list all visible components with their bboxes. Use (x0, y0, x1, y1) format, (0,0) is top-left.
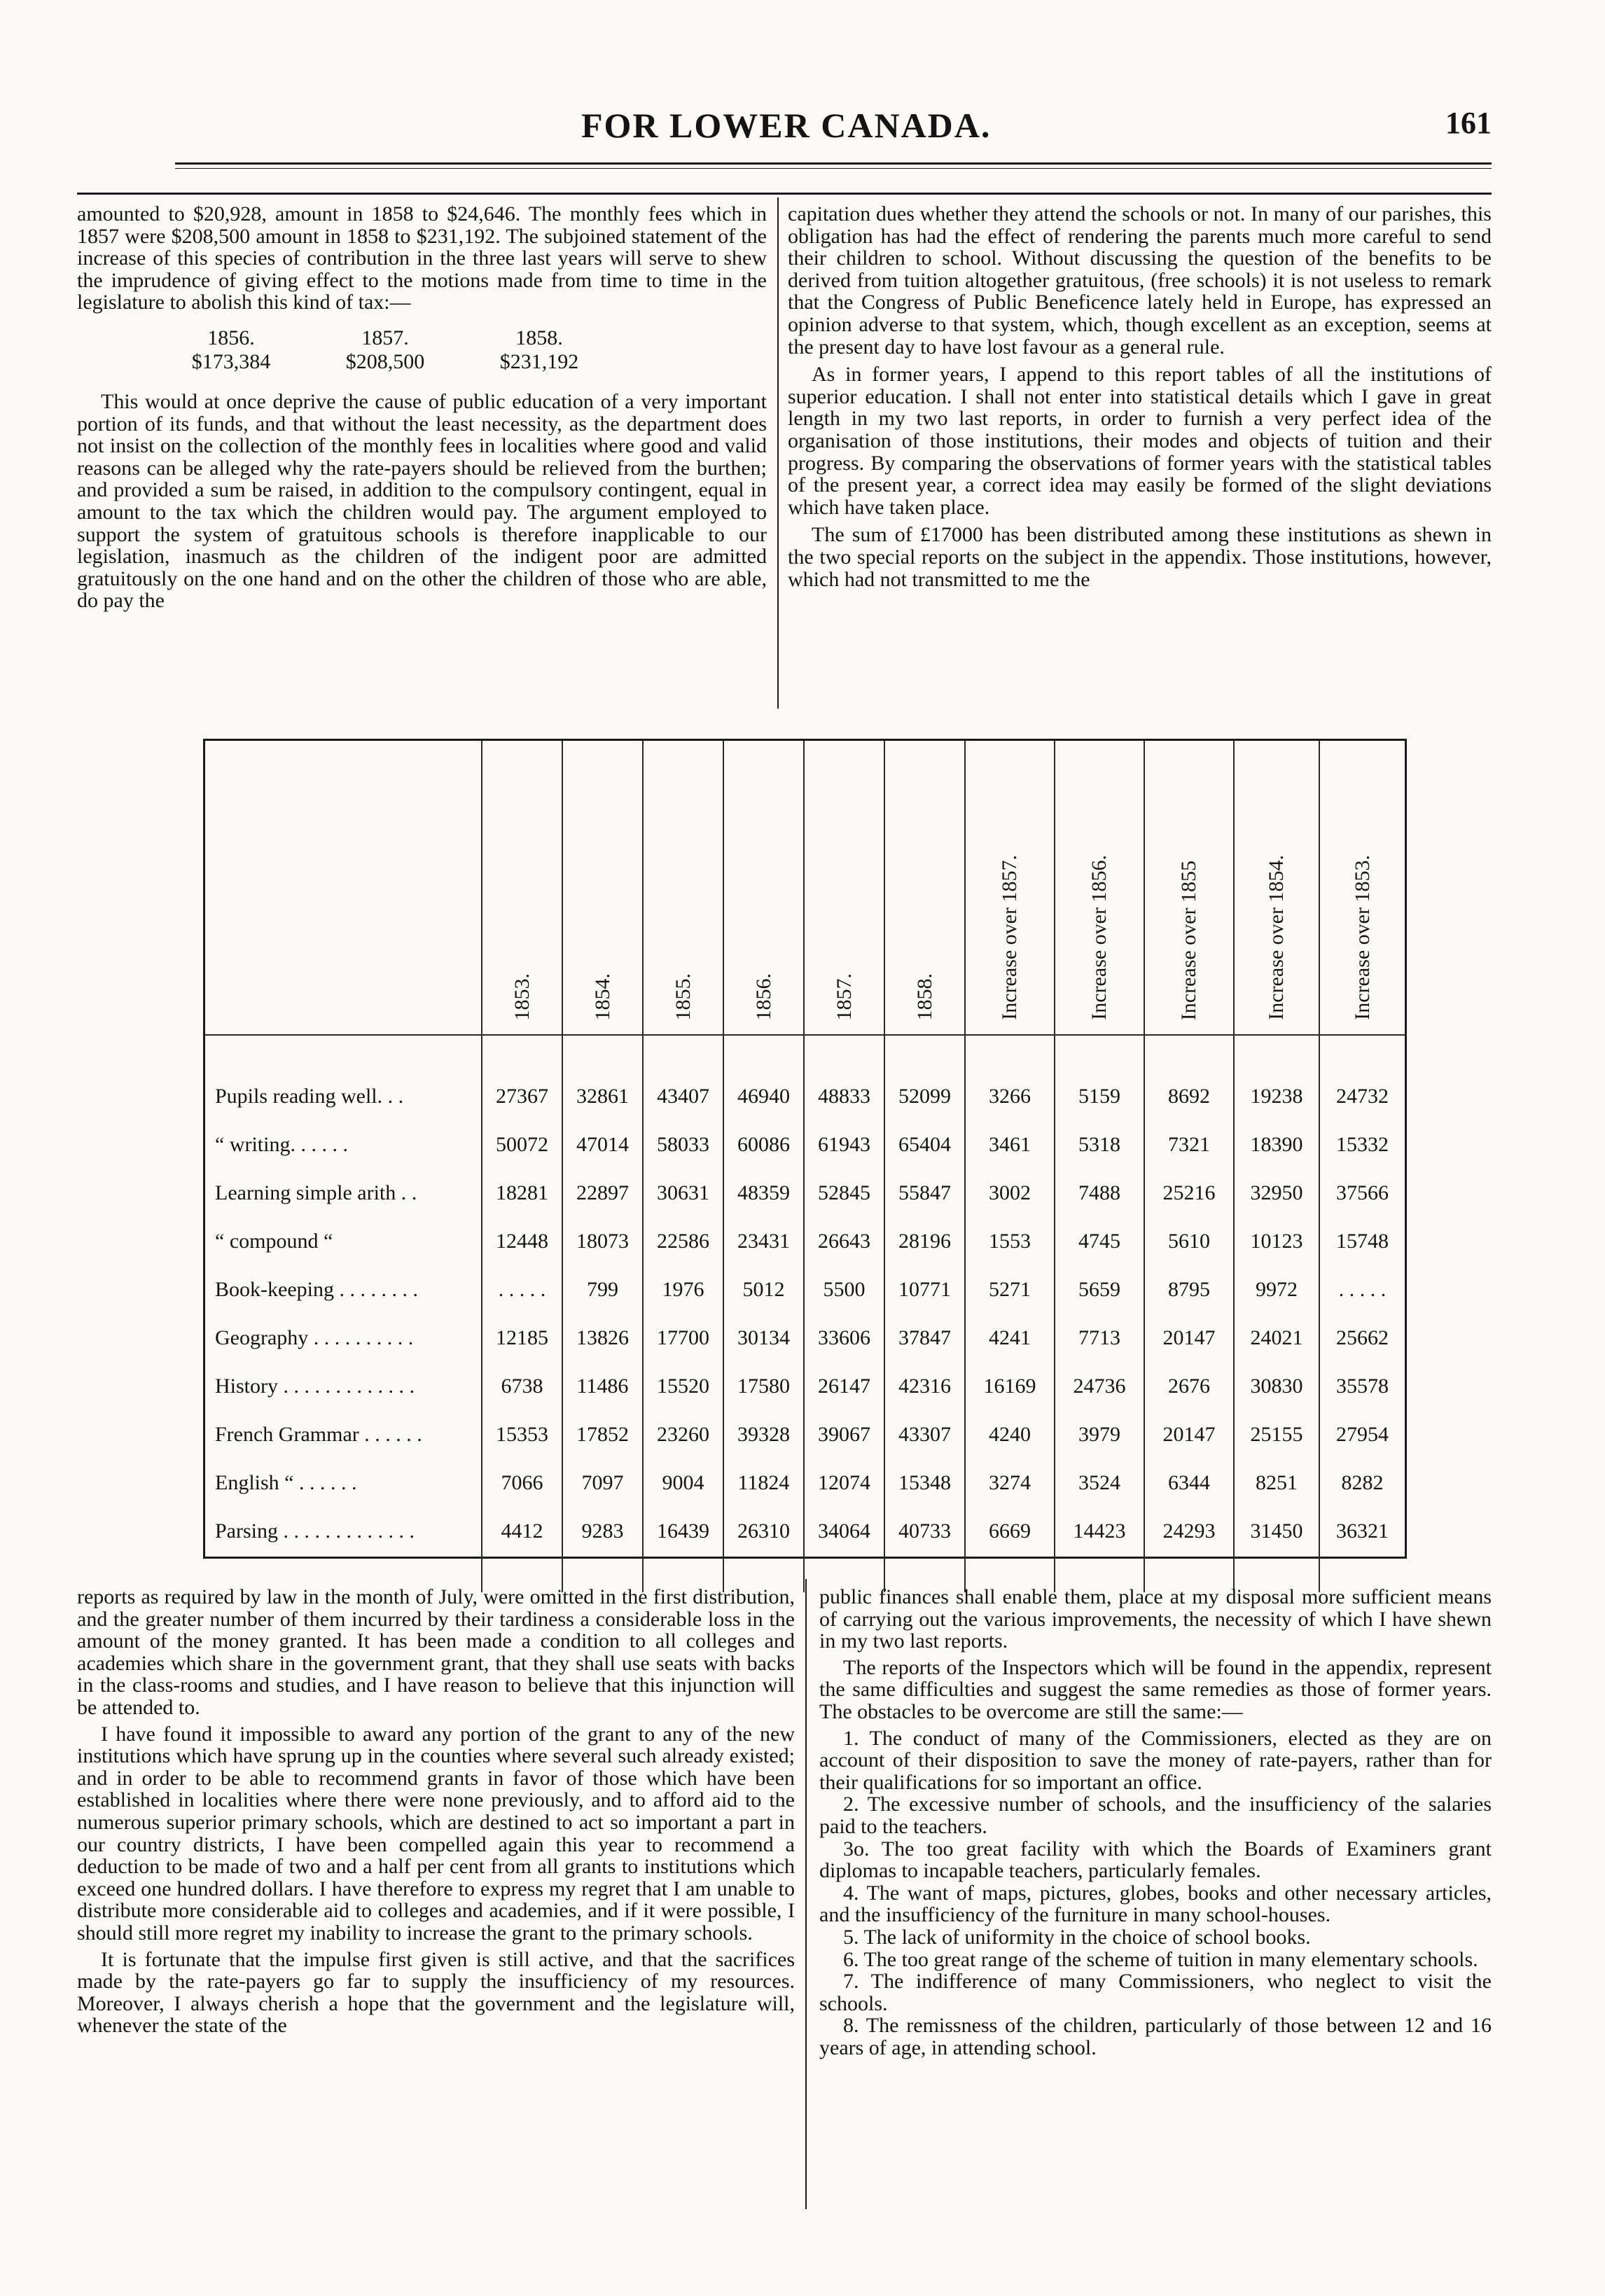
paragraph: amounted to $20,928, amount in 1858 to $24,646. The monthly fees which in 1857 were $208,500 amount in 1858 to $231,192. The subjoined statement of the increase of this species of contribution in the three last years will serve to shew the imprudence of giving effect to the motions made from time to time in the legislature to abolish this kind of tax:— (77, 202, 767, 314)
table-cell: 9004 (643, 1459, 723, 1507)
table-cell: 19238 (1234, 1072, 1319, 1120)
table-row (205, 1362, 1405, 1410)
table-cell: 12074 (804, 1459, 884, 1507)
table-cell: 3266 (965, 1072, 1055, 1120)
list-item: 1. The conduct of many of the Commissioners, elected as they are on account of their disposition to save the money of rate-payers, rather than for their qualifications for so important an office. (819, 1726, 1492, 1794)
table-cell: 15353 (482, 1410, 562, 1459)
list-item: 7. The indifference of many Commissioners, who neglect to visit the schools. (819, 1970, 1492, 2015)
top-right-column (788, 203, 1492, 590)
column-header-label: 1858. (912, 973, 936, 1020)
column-header (804, 741, 884, 1035)
table-cell: 30830 (1234, 1362, 1319, 1410)
table-cell: 52099 (884, 1072, 965, 1120)
table-cell: 3979 (1055, 1410, 1144, 1459)
row-label: Geography . . . . . . . . . . (205, 1314, 482, 1362)
table-cell: 24736 (1055, 1362, 1144, 1410)
table-cell: 7066 (482, 1459, 562, 1507)
paragraph: The reports of the Inspectors which will be found in the appendix, represent the same difficulties and suggest the same remedies as those of former years. The obstacles to be overcome are still the same:— (819, 1655, 1492, 1723)
table-cell: 24021 (1234, 1314, 1319, 1362)
table-cell: 23260 (643, 1410, 723, 1459)
table-row (205, 1459, 1405, 1507)
table-cell: 3002 (965, 1169, 1055, 1217)
table-cell: 39067 (804, 1410, 884, 1459)
column-header (1319, 741, 1405, 1035)
table-cell: 3461 (965, 1120, 1055, 1169)
table-row (205, 1410, 1405, 1459)
row-label: Book-keeping . . . . . . . . (205, 1265, 482, 1314)
table-cell: 9283 (562, 1507, 643, 1555)
table-cell: 30631 (643, 1169, 723, 1217)
column-header (965, 741, 1055, 1035)
table-cell: . . . . . (1338, 1277, 1387, 1301)
table-cell: 5271 (965, 1265, 1055, 1314)
row-label: “ compound “ (205, 1217, 482, 1265)
amount-value: $231,192 (499, 349, 579, 373)
table-cell: . . . . . (482, 1265, 562, 1314)
header-rule-thin (175, 168, 1492, 169)
table-cell: 7713 (1055, 1314, 1144, 1362)
table-cell: 15348 (884, 1459, 965, 1507)
table-cell: 14423 (1055, 1507, 1144, 1555)
table-cell: 22586 (643, 1217, 723, 1265)
table-cell: 39328 (723, 1410, 804, 1459)
column-header (1144, 741, 1234, 1035)
table-cell: 40733 (884, 1507, 965, 1555)
table-cell: 25216 (1144, 1169, 1234, 1217)
column-header (1234, 741, 1319, 1035)
table-cell: 35578 (1336, 1374, 1389, 1398)
table-cell: 42316 (884, 1362, 965, 1410)
table-cell: 15332 (1336, 1132, 1389, 1156)
paragraph: This would at once deprive the cause of public education of a very important portion of its funds, and that without the least necessity, as the department does not insist on the collection of the monthly fees in localities where good and valid reasons can be alleged why the rate-payers should be relieved from the burthen; and provided a sum be raised, in addition to the compulsory contingent, equal in amount to the tax which the children would pay. The argument employed to support the system of gratuitous schools is therefore inapplicable to our legislation, inasmuch as the children of the indigent poor are admitted gratuitously on the one hand and on the other the children of those who are able, do pay the (77, 389, 767, 613)
column-header (643, 741, 723, 1035)
table-cell: 6669 (965, 1507, 1055, 1555)
table-row (205, 1072, 1405, 1120)
table-cell: 4412 (482, 1507, 562, 1555)
column-header-label: 1854. (590, 973, 614, 1020)
column-header-label: Increase over 1854. (1265, 855, 1288, 1020)
list-item: 5. The lack of uniformity in the choice of school books. (843, 1925, 1311, 1949)
table-cell: 46940 (723, 1072, 804, 1120)
table-spacer-row (205, 1035, 1405, 1072)
table-cell: 18281 (482, 1169, 562, 1217)
table-cell: 5012 (723, 1265, 804, 1314)
table-cell: 17580 (723, 1362, 804, 1410)
table-cell: 22897 (562, 1169, 643, 1217)
table-cell: 60086 (723, 1120, 804, 1169)
table-cell: 20147 (1144, 1410, 1234, 1459)
table-cell: 6738 (482, 1362, 562, 1410)
column-header-label: 1856. (751, 973, 775, 1020)
table-cell: 12185 (482, 1314, 562, 1362)
paragraph: The sum of £17000 has been distributed among these institutions as shewn in the two special reports on the subject in the appendix. Those institutions, however, which had not transmitted to me the (788, 523, 1492, 591)
table-row (205, 1217, 1405, 1265)
table-cell: 55847 (884, 1169, 965, 1217)
amount-value: $173,384 (191, 349, 271, 373)
table-cell: 58033 (643, 1120, 723, 1169)
table-cell: 20147 (1144, 1314, 1234, 1362)
table-cell: 32950 (1234, 1169, 1319, 1217)
table-cell: 26310 (723, 1507, 804, 1555)
table-cell: 48359 (723, 1169, 804, 1217)
paragraph: It is fortunate that the impulse first given is still active, and that the sacrifices made by the rate-payers go far to supply the insufficiency of my resources. Moreover, I always cherish a hope that the government and the legislature will, whenever the state of the (77, 1947, 795, 2038)
table-cell: 16439 (643, 1507, 723, 1555)
table-cell: 5500 (804, 1265, 884, 1314)
table-cell: 4241 (965, 1314, 1055, 1362)
table-cell: 18073 (562, 1217, 643, 1265)
table-cell: 65404 (884, 1120, 965, 1169)
table-cell: 24732 (1336, 1084, 1389, 1108)
table-cell: 8282 (1341, 1470, 1384, 1494)
table-cell: 5610 (1144, 1217, 1234, 1265)
year-header-row (154, 326, 616, 350)
paragraph: public finances shall enable them, place at my disposal more sufficient means of carrying out the various improvements, the necessity of which I have shewn in my two last reports. (819, 1585, 1492, 1653)
table-cell: 15520 (643, 1362, 723, 1410)
table-cell: 61943 (804, 1120, 884, 1169)
table-cell: 25662 (1336, 1326, 1389, 1349)
row-label: French Grammar . . . . . . (205, 1410, 482, 1459)
table-row (205, 1265, 1405, 1314)
table-cell: 4240 (965, 1410, 1055, 1459)
table-cell: 37566 (1336, 1181, 1389, 1204)
table-cell: 11824 (723, 1459, 804, 1507)
column-header-label: 1855. (671, 973, 695, 1020)
column-header-label: Increase over 1857. (998, 855, 1021, 1020)
row-label: Parsing . . . . . . . . . . . . . (205, 1507, 482, 1555)
table-cell: 17700 (643, 1314, 723, 1362)
bottom-right-column (819, 1586, 1492, 2059)
column-header-label: 1857. (832, 973, 856, 1020)
table-cell: 50072 (482, 1120, 562, 1169)
year-label: 1858. (515, 326, 563, 349)
row-label: History . . . . . . . . . . . . . (205, 1362, 482, 1410)
bottom-left-column (77, 1586, 795, 2037)
table-cell: 37847 (884, 1314, 965, 1362)
column-header (1055, 741, 1144, 1035)
table-cell: 3274 (965, 1459, 1055, 1507)
paragraph: reports as required by law in the month of July, were omitted in the first distribution, and the greater number of them incurred by their tardiness a considerable loss in the amount of the money granted. It has been made a condition to all colleges and academies which share in the government grant, that they shall use seats with backs in the class-rooms and studies, and I have reason to believe that this injunction will be attended to. (77, 1585, 795, 1719)
table-cell: 25155 (1234, 1410, 1319, 1459)
table-cell: 7488 (1055, 1169, 1144, 1217)
row-label: English “ . . . . . . (205, 1459, 482, 1507)
table-cell: 26147 (804, 1362, 884, 1410)
table-cell: 10771 (884, 1265, 965, 1314)
table-cell: 10123 (1234, 1217, 1319, 1265)
table-cell: 7321 (1144, 1120, 1234, 1169)
column-header (482, 741, 562, 1035)
table-cell: 13826 (562, 1314, 643, 1362)
table-cell: 7097 (562, 1459, 643, 1507)
year-label: 1857. (361, 326, 409, 349)
column-header-label: Increase over 1855 (1177, 860, 1200, 1020)
table-cell: 36321 (1336, 1519, 1389, 1543)
list-item: 8. The remissness of the children, particularly of those between 12 and 16 years of age, in attending school. (819, 2014, 1492, 2059)
paragraph: As in former years, I append to this report tables of all the institutions of superior education. I shall not enter into statistical details which I gave in great length in my two last reports, in order to furnish a very perfect idea of the organisation of those institutions, their modes and objects of tuition and their progress. By comparing the observations of former years with the statistical tables of the present year, a correct idea may easily be formed of the slight deviations which have taken place. (788, 363, 1492, 519)
table-body (205, 1035, 1405, 1592)
table-cell: 26643 (804, 1217, 884, 1265)
column-header-label: Increase over 1856. (1088, 855, 1111, 1020)
table-cell: 11486 (562, 1362, 643, 1410)
table-cell: 27954 (1336, 1422, 1389, 1446)
table-cell: 43307 (884, 1410, 965, 1459)
column-header-label: 1853. (510, 973, 534, 1020)
table-cell: 5159 (1055, 1072, 1144, 1120)
year-label: 1856. (207, 326, 255, 349)
table-header-row (205, 741, 1405, 1035)
table-cell: 17852 (562, 1410, 643, 1459)
table-cell: 43407 (643, 1072, 723, 1120)
table-cell: 12448 (482, 1217, 562, 1265)
table-cell: 33606 (804, 1314, 884, 1362)
table-cell: 24293 (1144, 1507, 1234, 1555)
table-cell: 799 (562, 1265, 643, 1314)
amount-value: $208,500 (345, 349, 425, 373)
list-item: 4. The want of maps, pictures, globes, books and other necessary articles, and the insufficiency of the furniture in many school-houses. (819, 1881, 1492, 1927)
column-divider-bottom (805, 1579, 807, 2209)
table-cell: 5659 (1055, 1265, 1144, 1314)
table-row (205, 1169, 1405, 1217)
table-cell: 6344 (1144, 1459, 1234, 1507)
row-label: Learning simple arith . . (205, 1169, 482, 1217)
table-cell: 28196 (884, 1217, 965, 1265)
table-cell: 15748 (1336, 1229, 1389, 1253)
table-cell: 8692 (1144, 1072, 1234, 1120)
running-title: FOR LOWER CANADA. (581, 106, 992, 145)
table-cell: 5318 (1055, 1120, 1144, 1169)
column-header (884, 741, 965, 1035)
table-cell: 18390 (1234, 1120, 1319, 1169)
table-cell: 3524 (1055, 1459, 1144, 1507)
list-item: 2. The excessive number of schools, and the insufficiency of the salaries paid to the teachers. (819, 1793, 1492, 1838)
list-item: 3o. The too great facility with which the Boards of Examiners grant diplomas to incapable teachers, particularly females. (819, 1837, 1492, 1883)
table-cell: 30134 (723, 1314, 804, 1362)
table-cell: 2676 (1144, 1362, 1234, 1410)
row-label: “ writing. . . . . . (205, 1120, 482, 1169)
table-cell: 34064 (804, 1507, 884, 1555)
table-cell: 23431 (723, 1217, 804, 1265)
column-header (723, 741, 804, 1035)
page-header (175, 105, 1492, 161)
table-cell: 1553 (965, 1217, 1055, 1265)
column-divider-top (777, 197, 779, 709)
table-cell: 47014 (562, 1120, 643, 1169)
table-cell: 16169 (965, 1362, 1055, 1410)
table-cell: 27367 (482, 1072, 562, 1120)
top-left-column (77, 203, 767, 612)
amount-row (154, 350, 616, 374)
table-cell: 4745 (1055, 1217, 1144, 1265)
table-cell: 48833 (804, 1072, 884, 1120)
page-number: 161 (1445, 106, 1492, 140)
statistics-table (203, 739, 1407, 1559)
table-cell: 9972 (1234, 1265, 1319, 1314)
header-rule (175, 162, 1492, 165)
table-cell: 1976 (643, 1265, 723, 1314)
column-header (562, 741, 643, 1035)
list-item: 6. The too great range of the scheme of tuition in many elementary schools. (843, 1947, 1478, 1971)
table-row (205, 1314, 1405, 1362)
table-cell: 52845 (804, 1169, 884, 1217)
table-row (205, 1507, 1405, 1555)
table-cell: 31450 (1234, 1507, 1319, 1555)
row-label: Pupils reading well. . . (205, 1072, 482, 1120)
table-cell: 8795 (1144, 1265, 1234, 1314)
table-row (205, 1120, 1405, 1169)
data-table (205, 741, 1405, 1592)
top-section-rule (77, 193, 1492, 195)
column-header-label: Increase over 1853. (1350, 855, 1374, 1020)
table-cell: 8251 (1234, 1459, 1319, 1507)
paragraph: I have found it impossible to award any portion of the grant to any of the new institutions which have sprung up in the counties where several such already existed; and in order to be able to recommend grants in favor of those which have been established in localities where there were none previously, and to afford aid to the numerous superior primary schools, which are destined to act so important a part in our country districts, I have been compelled again this year to recommend a deduction to be made of two and a half per cent from all grants to institutions which exceed one hundred dollars. I have therefore to express my regret that I am unable to distribute more considerable aid to colleges and academies, and if it were possible, I should still more regret my inability to increase the grant to the primary schools. (77, 1722, 795, 1944)
header-corner (205, 741, 482, 1035)
paragraph: capitation dues whether they attend the schools or not. In many of our parishes, this obligation has had the effect of rendering the parents much more careful to send their children to school. Without discussing the question of the benefits to be derived from tuition altogether gratuitous, (free schools) it is not useless to remark that the Congress of Public Beneficence lately held in Europe, has expressed an opinion adverse to that system, which, though excellent as an exception, seems at the present day to have lost favour as a general rule. (788, 202, 1492, 359)
table-cell: 32861 (562, 1072, 643, 1120)
